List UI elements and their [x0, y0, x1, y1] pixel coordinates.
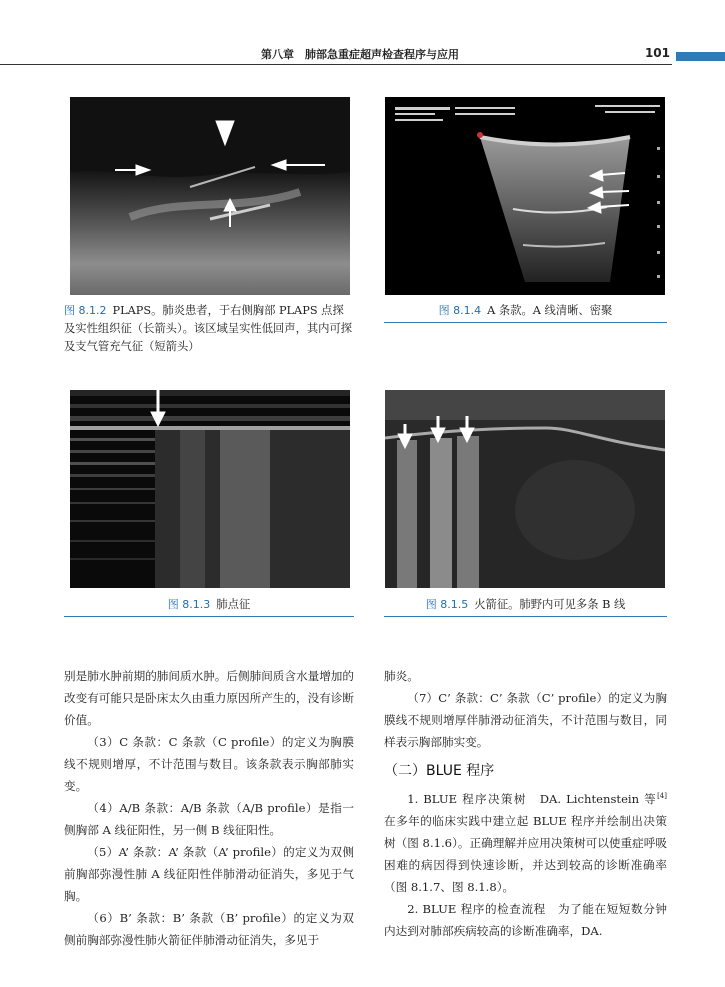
caption-label: 图 8.1.3: [167, 598, 211, 611]
paragraph-c-prime-profile: （7）C’ 条款：C’ 条款（C’ profile）的定义为胸膜线不规则增厚伴肺滑动征消失，不计范围与数目，同样表示胸部肺实变。: [384, 691, 667, 749]
paragraph-ab-profile: （4）A/B 条款：A/B 条款（A/B profile）是指一侧胸部 A 线征阳性，另一侧 B 线征阳性。: [64, 801, 354, 837]
ultrasound-image-rocket-sign: [385, 390, 665, 588]
right-column: [384, 665, 667, 942]
reference-mark[interactable]: [4]: [657, 792, 667, 800]
caption-text: 火箭征。肺野内可见多条 B 线: [474, 598, 626, 611]
ultrasound-image-lung-point: [70, 390, 350, 588]
header-rule: [0, 64, 672, 65]
caption-label: 图 8.1.5: [425, 598, 469, 611]
left-column: [64, 665, 354, 951]
caption-8-1-5: [384, 596, 667, 617]
caption-text: A 条款。A 线清晰、密聚: [487, 304, 613, 317]
paragraph-blue-decision-tree: [384, 785, 667, 898]
chapter-title: 第八章 肺部急重症超声检查程序与应用: [261, 48, 459, 61]
paragraph: 肺炎。: [384, 669, 419, 683]
paragraph-blue-workflow: 2. BLUE 程序的检查流程 为了能在短短数分钟内达到对肺部疾病较高的诊断准确率，DA.: [384, 901, 667, 938]
paragraph-text: 1. BLUE 程序决策树 DA. Lichtenstein 等: [407, 791, 658, 806]
page-header: [0, 0, 725, 60]
caption-text: 肺点征: [216, 598, 251, 611]
header-accent-bar: [676, 52, 725, 61]
caption-label: 图 8.1.4: [438, 304, 482, 317]
paragraph-text: 在多年的临床实践中建立起 BLUE 程序并绘制出决策树（图 8.1.6）。正确理解并应用决策树可以使重症呼吸困难的病因得到快速诊断，并达到较高的诊断准确率（图 8.1.7、图 8.1.8）。: [384, 813, 667, 894]
section-title: （二）BLUE 程序: [384, 763, 495, 779]
paragraph: 别是肺水肿前期的肺间质水肿。后侧肺间质含水量增加的改变有可能只是卧床太久由重力原因所产生的，没有诊断价值。: [64, 669, 354, 727]
caption-8-1-3: [64, 596, 354, 617]
caption-8-1-2: [64, 302, 354, 358]
ultrasound-image-a-lines: [385, 97, 665, 295]
caption-label: 图 8.1.2: [64, 304, 107, 317]
page-number: 101: [644, 46, 670, 60]
paragraph-c-profile: （3）C 条款：C 条款（C profile）的定义为胸膜线不规则增厚，不计范围与数目。该条款表示胸部肺实变。: [64, 735, 354, 793]
paragraph-b-prime-profile: （6）B’ 条款：B’ 条款（B’ profile）的定义为双侧前胸部弥漫性肺火箭征伴肺滑动征消失，多见于: [64, 911, 354, 947]
caption-8-1-4: [384, 302, 667, 323]
ultrasound-image-plaps: [70, 97, 350, 295]
caption-text: PLAPS。肺炎患者，于右侧胸部 PLAPS 点探及实性组织征（长箭头）。该区域呈实性低回声，其内可探及支气管充气征（短箭头）: [64, 304, 353, 353]
paragraph-a-prime-profile: （5）A’ 条款：A’ 条款（A’ profile）的定义为双侧前胸部弥漫性肺 A 线征阳性伴肺滑动征消失，多见于气胸。: [64, 845, 354, 903]
